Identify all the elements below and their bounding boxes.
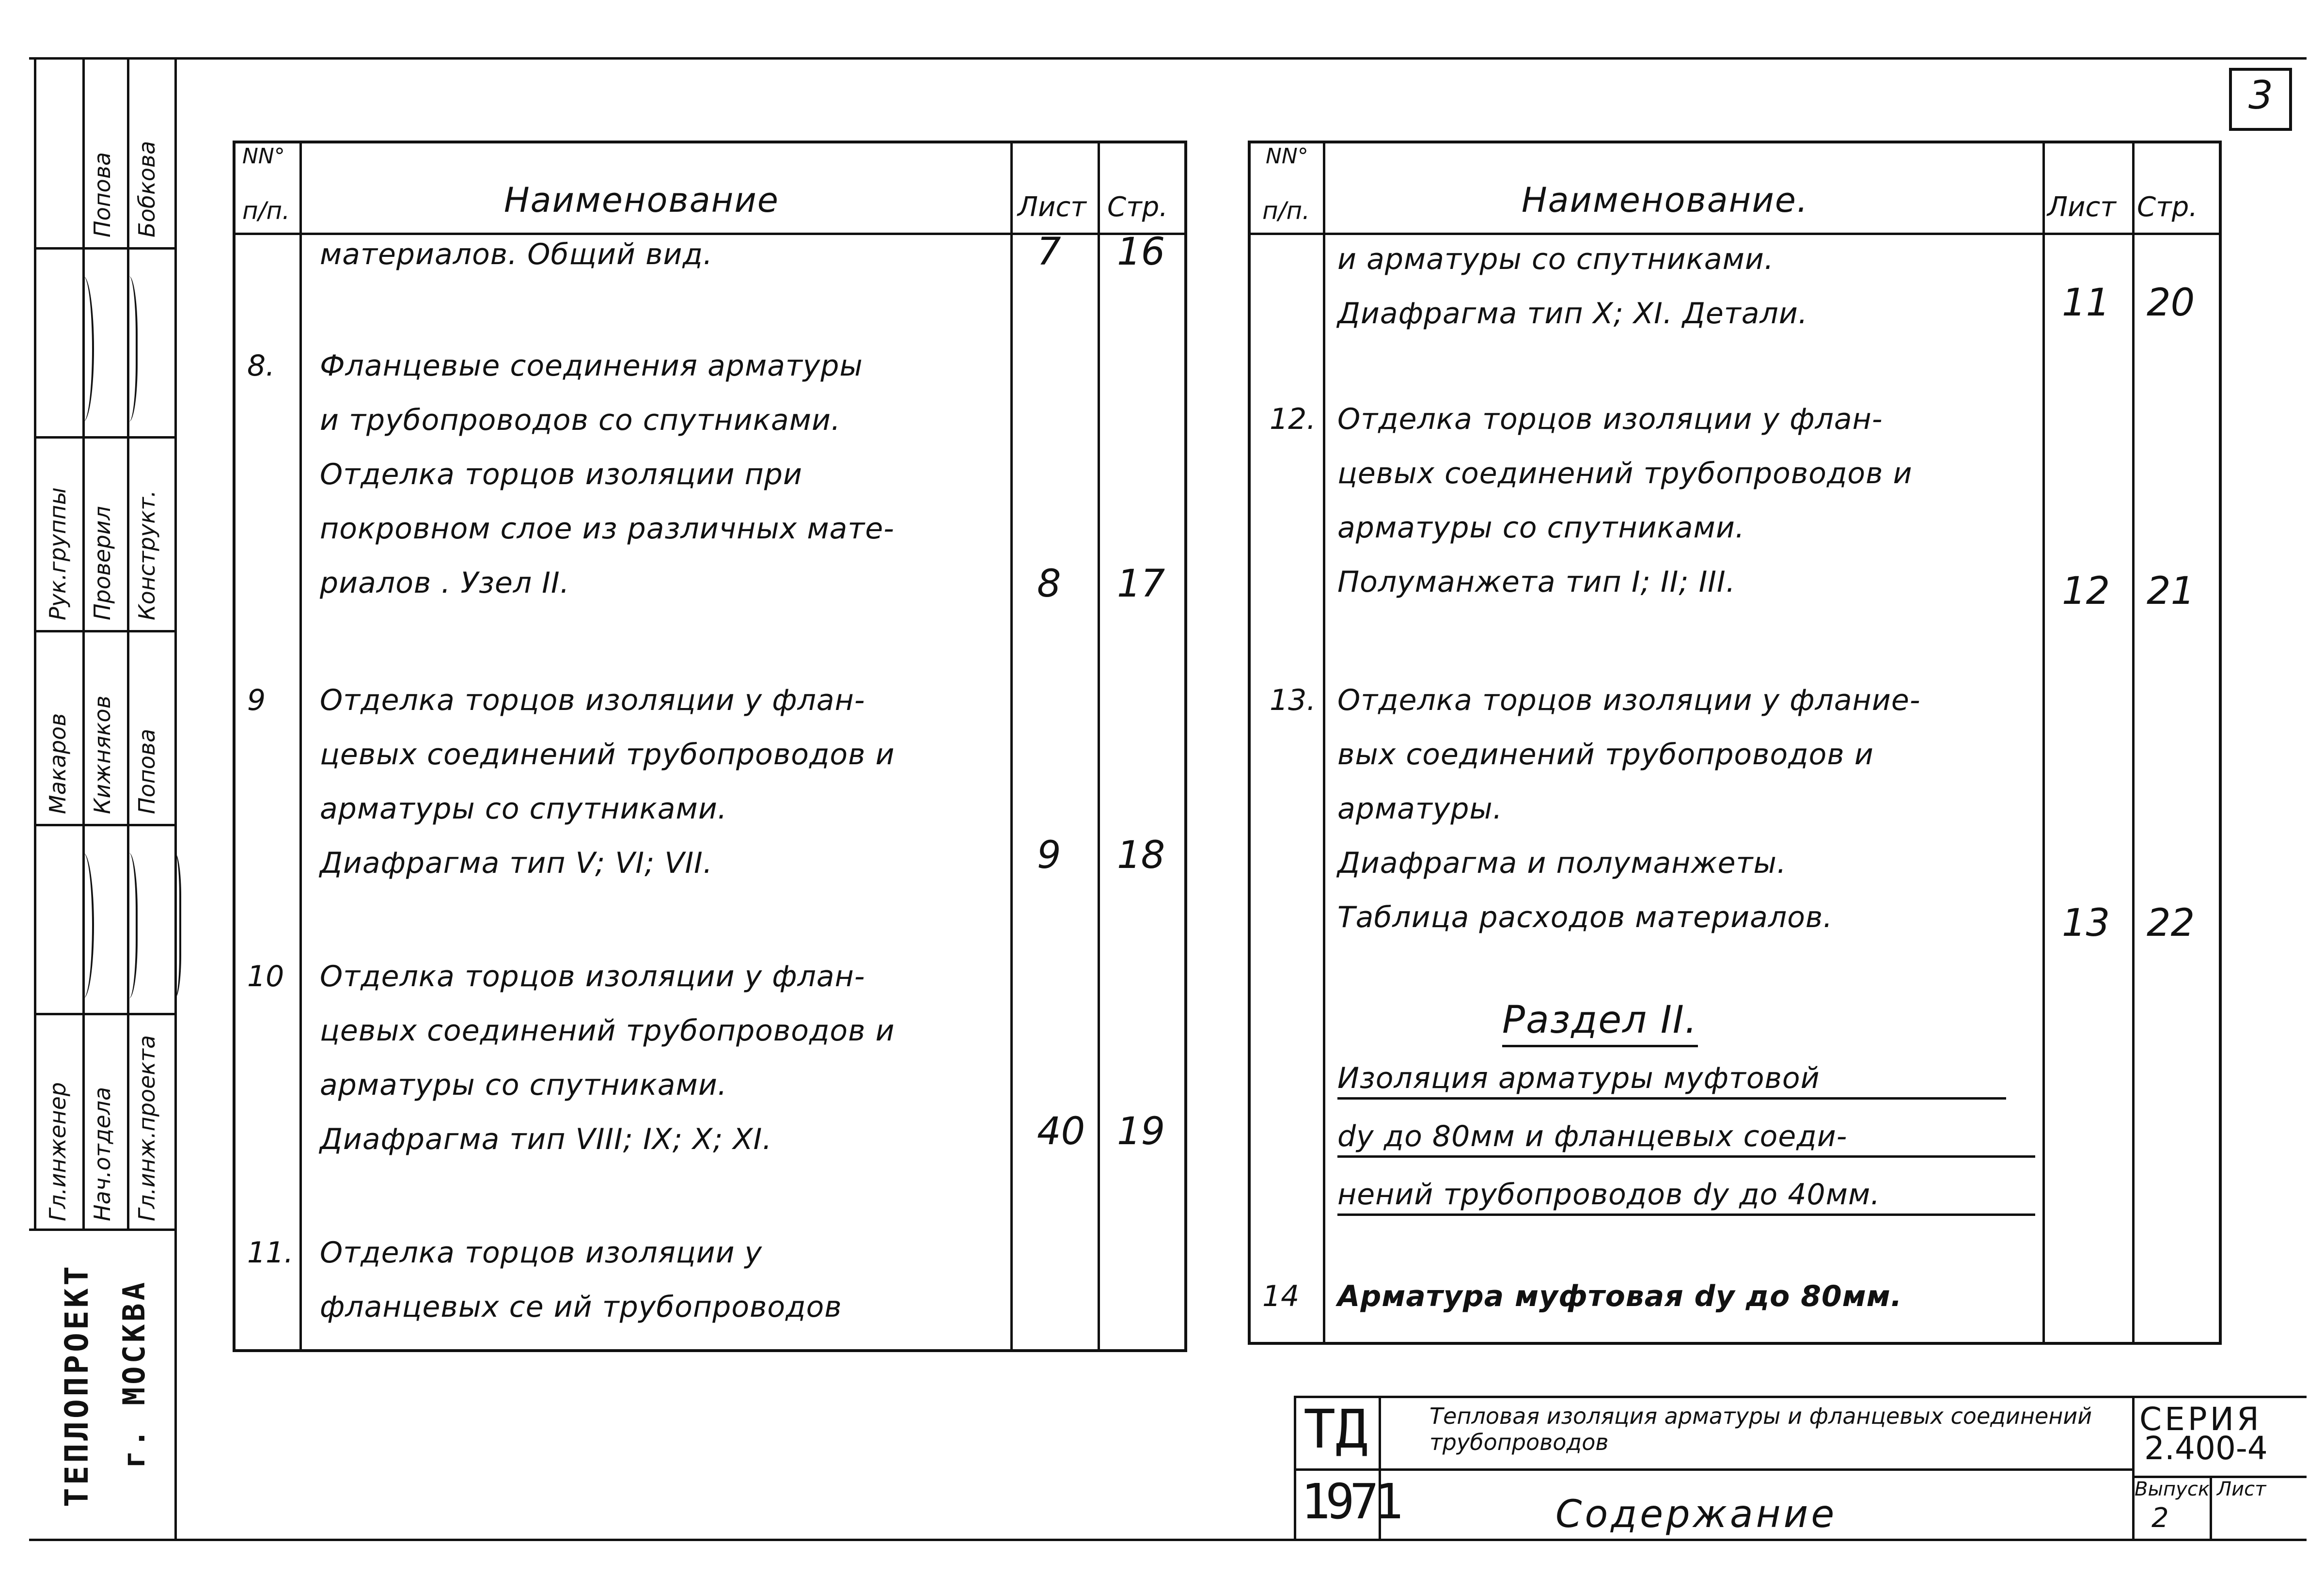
row-number: 12. [1270, 402, 1316, 436]
signature [116, 853, 138, 998]
series-value: 2.400-4 [2144, 1430, 2268, 1467]
row-text: Арматура муфтовая dy до 80мм. [1337, 1279, 1902, 1313]
row-text-line: и арматуры со спутниками. [1337, 242, 1774, 276]
stamp-name: Попова [134, 728, 160, 814]
header-no: NN° [1266, 144, 1308, 169]
row-text-line: Диафрагма тип V; VI; VII. [320, 846, 713, 880]
signature [116, 276, 138, 422]
row-text-line: Отделка торцов изоляции у флан- [320, 683, 865, 717]
row-sheet: 40 [1037, 1110, 1085, 1153]
signature [73, 853, 94, 998]
row-text-line: риалов . Узел II. [320, 566, 570, 600]
doc-year: 1971 [1301, 1473, 1398, 1530]
row-text-line: Отделка торцов изоляции у флан- [320, 960, 865, 993]
header-sheet: Лист [2047, 191, 2116, 223]
header-no: п/п. [1262, 197, 1310, 225]
section-line: Изоляция арматуры муфтовой [1337, 1061, 2006, 1100]
row-text-line: Отделка торцов изоляции при [320, 457, 802, 491]
row-number: 11. [247, 1236, 294, 1270]
row-page: 22 [2147, 901, 2195, 945]
header-page: Стр. [2137, 191, 2198, 223]
doc-code: ТД [1303, 1398, 1368, 1460]
row-number: 14 [1262, 1279, 1300, 1313]
section-title: Раздел II. [1502, 998, 1698, 1047]
header-sheet: Лист [1018, 191, 1086, 223]
row-text-line: Отделка торцов изоляции у флание- [1337, 683, 1921, 717]
org-city: г. МОСКВА [116, 1279, 152, 1468]
row-number: 13. [1270, 683, 1316, 717]
signature [160, 853, 181, 998]
row-sheet: 12 [2062, 569, 2110, 613]
row-sheet: 13 [2062, 901, 2110, 945]
stamp-role: Рук.группы [45, 487, 71, 620]
header-name: Наименование. [1522, 180, 1809, 220]
row-text-line: Диафрагма и полуманжеты. [1337, 846, 1787, 880]
row-text-line: арматуры со спутниками. [320, 1068, 727, 1102]
row-sheet: 11 [2062, 281, 2110, 325]
row-number: 9 [247, 683, 266, 717]
row-text-line: Фланцевые соединения арматуры [320, 349, 863, 383]
row-text-line: цевых соединений трубопроводов и [320, 1014, 895, 1048]
stamp-role: Гл.инженер [45, 1082, 71, 1221]
doc-title: Содержание [1555, 1493, 1837, 1536]
section-line: dy до 80мм и фланцевых соеди- [1337, 1119, 2035, 1158]
issue-label: Выпуск [2135, 1478, 2210, 1500]
row-text-line: материалов. Общий вид. [320, 237, 713, 271]
frame-top [29, 57, 2307, 60]
stamp-name: Бобкова [134, 141, 160, 237]
header-name: Наименование [504, 180, 779, 220]
row-text-line: покровном слое из различных мате- [320, 512, 895, 546]
row-text-line: арматуры. [1337, 792, 1503, 826]
row-text-line: Отделка торцов изоляции у флан- [1337, 402, 1883, 436]
frame-left [174, 57, 177, 1540]
row-text-line: арматуры со спутниками. [320, 792, 727, 826]
row-text-line: Диафрагма тип VIII; IX; X; XI. [320, 1122, 772, 1156]
row-text-line: фланцевых се ий трубопроводов [320, 1290, 842, 1324]
series-label: СЕРИЯ [2139, 1401, 2262, 1438]
row-text-line: арматуры со спутниками. [1337, 511, 1745, 545]
row-page: 21 [2147, 569, 2195, 613]
stamp-name: Попова [89, 152, 115, 237]
row-sheet: 7 [1037, 230, 1061, 274]
row-sheet: 8 [1037, 562, 1061, 606]
doc-description: Тепловая изоляция арматуры и фланцевых соединений трубопроводов [1429, 1403, 2092, 1455]
row-number: 8. [247, 349, 275, 383]
row-page: 19 [1117, 1110, 1165, 1153]
row-page: 20 [2147, 281, 2195, 325]
stamp-name: Кижняков [89, 695, 115, 814]
row-page: 16 [1117, 230, 1165, 274]
signature [73, 276, 94, 422]
header-no: NN° [242, 144, 285, 169]
org-name: ТЕПЛОПРОЕКТ [58, 1263, 95, 1507]
stamp-role: Гл.инж.проекта [134, 1035, 160, 1221]
row-text-line: цевых соединений трубопроводов и [1337, 457, 1913, 490]
header-page: Стр. [1107, 191, 1168, 223]
row-number: 10 [247, 960, 284, 993]
sheet-label: Лист [2217, 1478, 2266, 1500]
frame-bottom [29, 1539, 2307, 1541]
header-no: п/п. [242, 197, 290, 225]
page-number: 3 [2248, 73, 2273, 118]
section-line: нений трубопроводов dy до 40мм. [1337, 1178, 2035, 1216]
stamp-role: Проверил [89, 506, 115, 620]
stamp-name: Макаров [45, 713, 71, 814]
row-text-line: цевых соединений трубопроводов и [320, 738, 895, 772]
row-page: 18 [1117, 834, 1165, 877]
row-sheet: 9 [1037, 834, 1061, 877]
row-text-line: Отделка торцов изоляции у [320, 1236, 763, 1270]
issue-value: 2 [2151, 1502, 2169, 1534]
stamp-role: Конструкт. [134, 490, 160, 620]
stamp-role: Нач.отдела [89, 1087, 115, 1221]
row-text-line: Полуманжета тип I; II; III. [1337, 565, 1736, 599]
row-text-line: вых соединений трубопроводов и [1337, 738, 1874, 772]
row-page: 17 [1117, 562, 1165, 606]
row-text-line: Таблица расходов материалов. [1337, 900, 1833, 934]
row-text-line: и трубопроводов со спутниками. [320, 403, 841, 437]
row-text-line: Диафрагма тип X; XI. Детали. [1337, 297, 1808, 331]
